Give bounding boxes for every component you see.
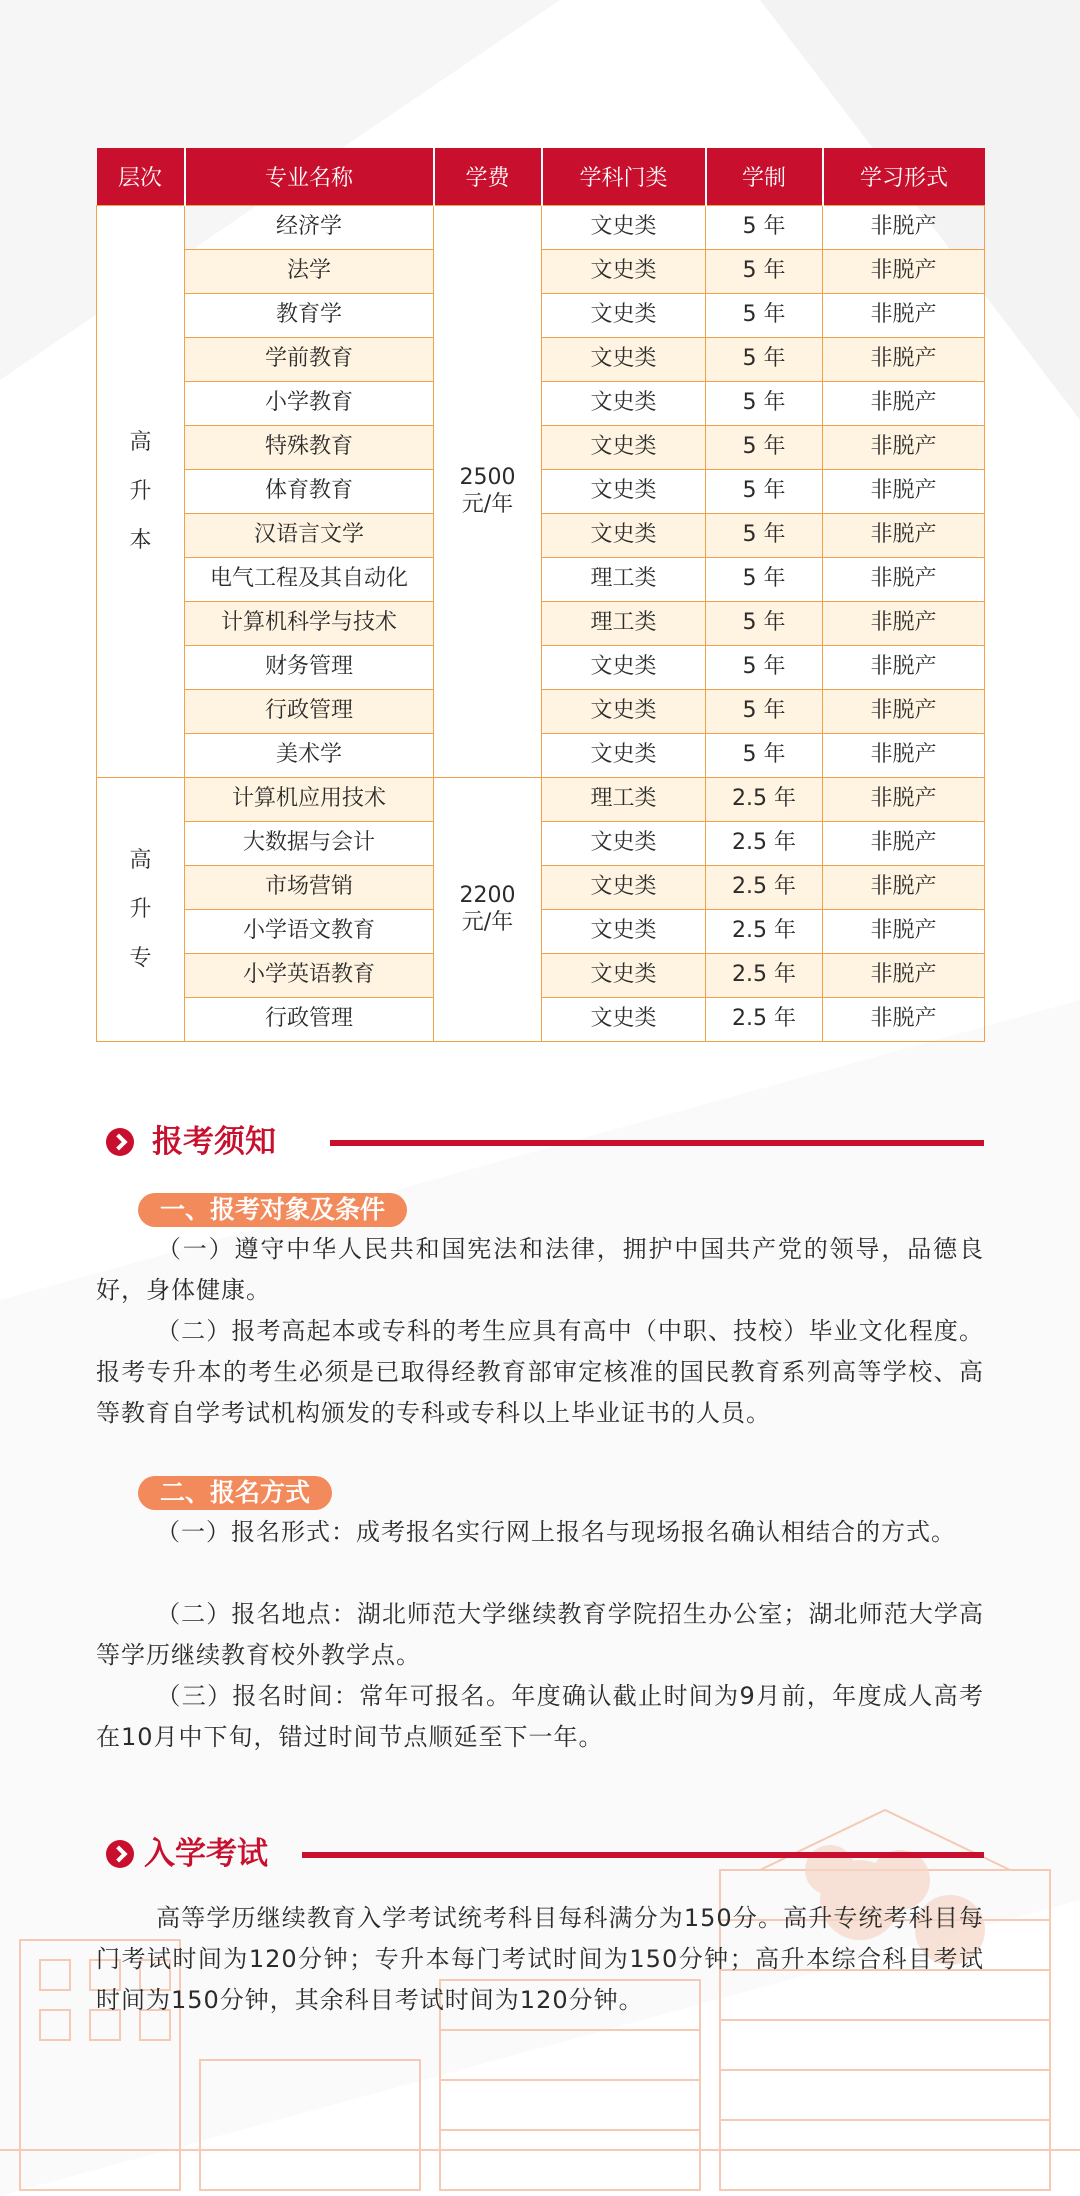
major-name-cell: 财务管理 — [185, 646, 434, 690]
header-level: 层次 — [97, 148, 185, 206]
study-mode-cell: 非脱产 — [823, 294, 985, 338]
duration-cell: 5 年 — [706, 734, 823, 778]
duration-cell: 5 年 — [706, 514, 823, 558]
level-char: 本 — [129, 528, 152, 553]
level-char: 升 — [129, 897, 152, 922]
major-name-cell: 小学教育 — [185, 382, 434, 426]
level-char: 专 — [129, 946, 152, 971]
study-mode-cell: 非脱产 — [823, 206, 985, 250]
category-cell: 文史类 — [542, 426, 706, 470]
major-name-cell: 汉语言文学 — [185, 514, 434, 558]
category-cell: 文史类 — [542, 206, 706, 250]
duration-cell: 5 年 — [706, 602, 823, 646]
chevron-right-icon — [106, 1840, 134, 1868]
duration-cell: 2.5 年 — [706, 866, 823, 910]
paragraph — [96, 1229, 984, 1311]
paragraph — [96, 1676, 984, 1758]
study-mode-cell: 非脱产 — [823, 866, 985, 910]
paragraph-text: （二）报名地点：湖北师范大学继续教育学院招生办公室；湖北师范大学高等学历继续教育校外教学点。 — [96, 1600, 984, 1669]
study-mode-cell: 非脱产 — [823, 602, 985, 646]
study-mode-cell: 非脱产 — [823, 558, 985, 602]
major-name-cell: 行政管理 — [185, 998, 434, 1042]
header-duration: 学制 — [706, 148, 823, 206]
major-name-cell: 法学 — [185, 250, 434, 294]
category-cell: 文史类 — [542, 998, 706, 1042]
section-divider — [330, 1140, 984, 1146]
duration-cell: 5 年 — [706, 250, 823, 294]
paragraph-text: 高等学历继续教育入学考试统考科目每科满分为150分。高升专统考科目每门考试时间为120分钟；专升本每门考试时间为150分钟；高升本综合科目考试时间为150分钟，其余科目考试时间为120分钟。 — [96, 1904, 984, 2014]
section-title-exam: 入学考试 — [144, 1836, 268, 1872]
study-mode-cell: 非脱产 — [823, 338, 985, 382]
paragraph-text: （一）报名形式：成考报名实行网上报名与现场报名确认相结合的方式。 — [156, 1518, 956, 1546]
chevron-right-icon — [106, 1128, 134, 1156]
study-mode-cell: 非脱产 — [823, 910, 985, 954]
study-mode-cell: 非脱产 — [823, 778, 985, 822]
category-cell: 文史类 — [542, 822, 706, 866]
major-name-cell: 小学语文教育 — [185, 910, 434, 954]
study-mode-cell: 非脱产 — [823, 822, 985, 866]
major-name-cell: 体育教育 — [185, 470, 434, 514]
level-cell — [97, 778, 185, 1042]
duration-cell: 5 年 — [706, 558, 823, 602]
paragraph — [96, 1594, 984, 1676]
table-header-row — [97, 148, 985, 206]
fee-text: 2200 — [459, 883, 516, 909]
category-cell: 理工类 — [542, 558, 706, 602]
major-name-cell: 计算机应用技术 — [185, 778, 434, 822]
fee-cell — [434, 778, 542, 1042]
section-title-notice: 报考须知 — [152, 1124, 276, 1160]
study-mode-cell: 非脱产 — [823, 998, 985, 1042]
section-divider — [302, 1852, 984, 1858]
category-cell: 文史类 — [542, 866, 706, 910]
major-name-cell: 市场营销 — [185, 866, 434, 910]
category-cell: 文史类 — [542, 382, 706, 426]
study-mode-cell: 非脱产 — [823, 250, 985, 294]
duration-cell: 5 年 — [706, 470, 823, 514]
fee-text: 元/年 — [461, 491, 514, 517]
section-header-exam — [106, 1832, 986, 1872]
header-fee: 学费 — [434, 148, 542, 206]
category-cell: 文史类 — [542, 646, 706, 690]
header-major: 专业名称 — [185, 148, 434, 206]
duration-cell: 5 年 — [706, 338, 823, 382]
category-cell: 文史类 — [542, 250, 706, 294]
major-name-cell: 计算机科学与技术 — [185, 602, 434, 646]
majors-table — [96, 148, 985, 1042]
subsection-label-eligibility: 一、报考对象及条件 — [138, 1193, 407, 1227]
subsection-label-registration: 二、报名方式 — [138, 1476, 332, 1510]
level-char: 升 — [129, 479, 152, 504]
duration-cell: 5 年 — [706, 426, 823, 470]
paragraph-text: （三）报名时间：常年可报名。年度确认截止时间为9月前，年度成人高考在10月中下旬，错过时间节点顺延至下一年。 — [96, 1682, 984, 1751]
category-cell: 文史类 — [542, 470, 706, 514]
major-name-cell: 特殊教育 — [185, 426, 434, 470]
category-cell: 文史类 — [542, 338, 706, 382]
duration-cell: 5 年 — [706, 646, 823, 690]
header-study-mode: 学习形式 — [823, 148, 985, 206]
fee-text: 2500 — [459, 465, 516, 491]
category-cell: 文史类 — [542, 514, 706, 558]
paragraph-text: （二）报考高起本或专科的考生应具有高中（中职、技校）毕业文化程度。报考专升本的考生必须是已取得经教育部审定核准的国民教育系列高等学校、高等教育自学考试机构颁发的专科或专科以上毕业证书的人员。 — [96, 1317, 984, 1427]
major-name-cell: 行政管理 — [185, 690, 434, 734]
table-row — [97, 778, 985, 822]
category-cell: 文史类 — [542, 954, 706, 998]
duration-cell: 2.5 年 — [706, 822, 823, 866]
major-name-cell: 小学英语教育 — [185, 954, 434, 998]
study-mode-cell: 非脱产 — [823, 690, 985, 734]
major-name-cell: 电气工程及其自动化 — [185, 558, 434, 602]
category-cell: 文史类 — [542, 734, 706, 778]
major-name-cell: 经济学 — [185, 206, 434, 250]
duration-cell: 2.5 年 — [706, 998, 823, 1042]
section-header-notice — [106, 1120, 986, 1160]
duration-cell: 2.5 年 — [706, 910, 823, 954]
major-name-cell: 大数据与会计 — [185, 822, 434, 866]
category-cell: 文史类 — [542, 910, 706, 954]
duration-cell: 5 年 — [706, 294, 823, 338]
study-mode-cell: 非脱产 — [823, 646, 985, 690]
fee-cell — [434, 206, 542, 778]
paragraph — [96, 1311, 984, 1434]
duration-cell: 2.5 年 — [706, 778, 823, 822]
major-name-cell: 教育学 — [185, 294, 434, 338]
duration-cell: 5 年 — [706, 690, 823, 734]
study-mode-cell: 非脱产 — [823, 734, 985, 778]
header-category: 学科门类 — [542, 148, 706, 206]
study-mode-cell: 非脱产 — [823, 514, 985, 558]
paragraph — [96, 1512, 984, 1553]
study-mode-cell: 非脱产 — [823, 954, 985, 998]
category-cell: 理工类 — [542, 778, 706, 822]
category-cell: 理工类 — [542, 602, 706, 646]
level-char: 高 — [129, 430, 152, 455]
study-mode-cell: 非脱产 — [823, 470, 985, 514]
paragraph-text: （一）遵守中华人民共和国宪法和法律，拥护中国共产党的领导，品德良好，身体健康。 — [96, 1235, 984, 1304]
duration-cell: 2.5 年 — [706, 954, 823, 998]
study-mode-cell: 非脱产 — [823, 382, 985, 426]
level-char: 高 — [129, 848, 152, 873]
table-row — [97, 206, 985, 250]
category-cell: 文史类 — [542, 294, 706, 338]
fee-text: 元/年 — [461, 909, 514, 935]
duration-cell: 5 年 — [706, 206, 823, 250]
level-cell — [97, 206, 185, 778]
duration-cell: 5 年 — [706, 382, 823, 426]
major-name-cell: 学前教育 — [185, 338, 434, 382]
paragraph — [96, 1898, 984, 2021]
major-name-cell: 美术学 — [185, 734, 434, 778]
study-mode-cell: 非脱产 — [823, 426, 985, 470]
category-cell: 文史类 — [542, 690, 706, 734]
